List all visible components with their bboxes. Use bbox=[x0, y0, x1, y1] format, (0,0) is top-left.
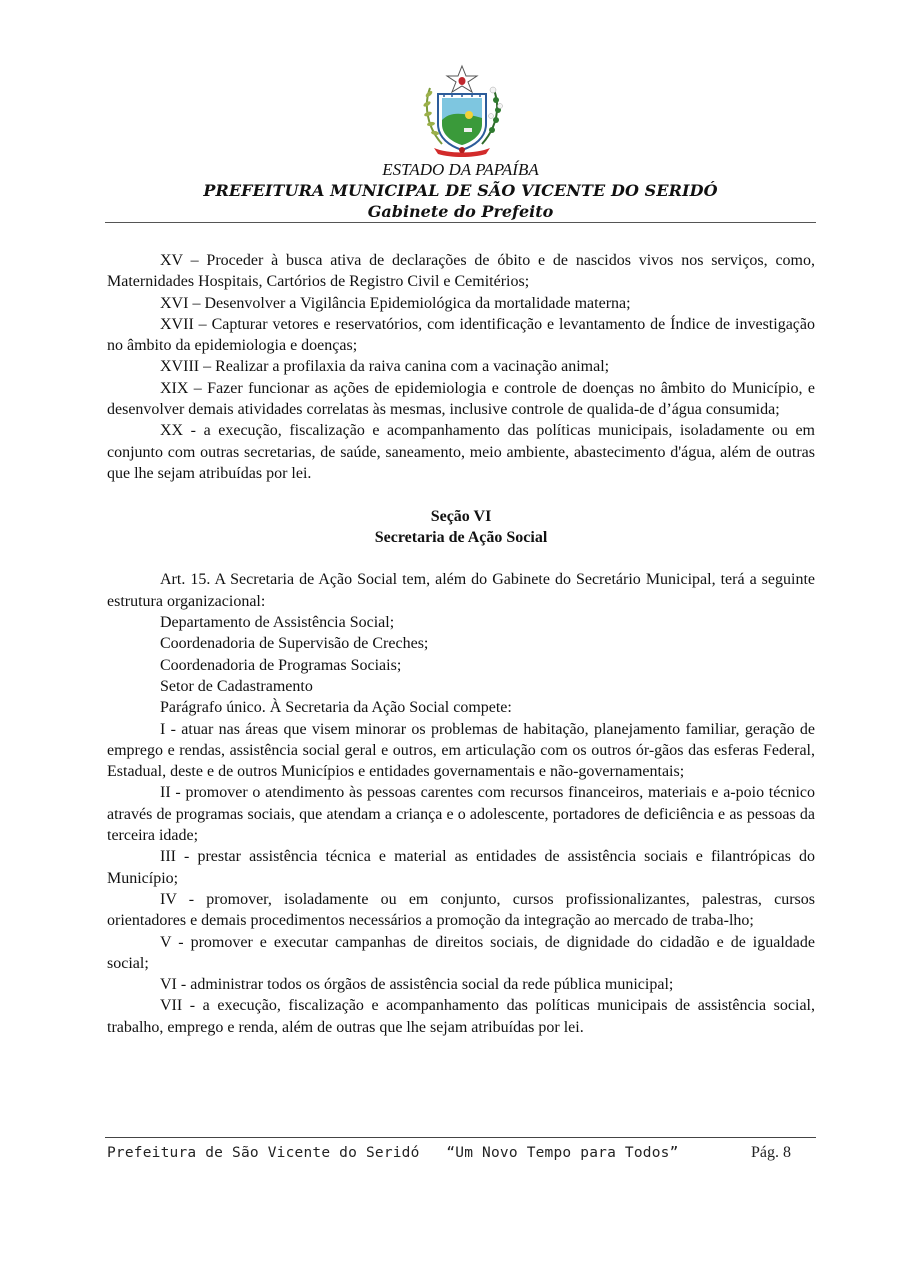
structure-item: Setor de Cadastramento bbox=[160, 677, 313, 695]
structure-item: Coordenadoria de Programas Sociais; bbox=[160, 656, 402, 674]
item-xvi: XVI – Desenvolver a Vigilância Epidemiológica da mortalidade materna; bbox=[160, 294, 631, 312]
section-number: Seção VI bbox=[430, 507, 492, 525]
item-xv: XV – Proceder à busca ativa de declarações de óbito e de nascidos vivos nos serviços, como, Maternidades Hospitais, Cartórios de Registro Civil e Cemitérios; bbox=[107, 252, 815, 291]
competency-v: V - promover e executar campanhas de direitos sociais, de dignidade do cidadão e de igualdade social; bbox=[107, 933, 815, 972]
footer-slogan: Prefeitura de São Vicente do Seridó “Um Novo Tempo para Todos” bbox=[107, 1145, 679, 1161]
header-state-name: ESTADO DA PAPAÍBA bbox=[382, 160, 539, 179]
paraiba-coat-of-arms-icon bbox=[420, 64, 504, 158]
section-title: Secretaria de Ação Social bbox=[374, 528, 548, 546]
document-body bbox=[107, 250, 815, 1038]
header-divider bbox=[105, 222, 816, 223]
item-xx: XX - a execução, fiscalização e acompanhamento das políticas municipais, isoladamente ou em conjunto com outras secretarias, de saúde, saneamento, meio ambiente, abastecimento d'água, além de outras que lhe sejam atribuídas por lei. bbox=[107, 422, 815, 482]
header-gabinete: Gabinete do Prefeito bbox=[367, 202, 554, 221]
competency-ii: II - promover o atendimento às pessoas carentes com recursos financeiros, materiais e a-poio técnico através de programas sociais, que atendam a criança e o adolescente, portadores de deficiência e as pessoas da terceira idade; bbox=[107, 784, 815, 845]
item-xvii: XVII – Capturar vetores e reservatórios, com identificação e levantamento de Índice de investigação no âmbito da epidemiologia e doenças; bbox=[107, 315, 815, 355]
footer-divider bbox=[105, 1137, 816, 1138]
article-15: Art. 15. A Secretaria de Ação Social tem, além do Gabinete do Secretário Municipal, terá a seguinte estrutura organizacional: bbox=[107, 571, 815, 610]
paragrafo-unico: Parágrafo único. À Secretaria da Ação Social compete: bbox=[160, 699, 512, 717]
item-xviii: XVIII – Realizar a profilaxia da raiva canina com a vacinação animal; bbox=[160, 358, 610, 376]
competency-iii: III - prestar assistência técnica e material as entidades de assistência sociais e filantrópicas do Município; bbox=[107, 848, 815, 887]
spacer bbox=[107, 548, 815, 569]
page-number: Pág. 8 bbox=[751, 1144, 791, 1161]
competency-vii: VII - a execução, fiscalização e acompanhamento das políticas municipais de assistência social, trabalho, emprego e renda, além de outras que lhe sejam atribuídas por lei. bbox=[107, 997, 815, 1036]
item-xix: XIX – Fazer funcionar as ações de epidemiologia e controle de doenças no âmbito do Município, e desenvolver demais atividades correlatas às mesmas, inclusive controle de qualida-de d’água consumida; bbox=[107, 379, 815, 419]
structure-item: Coordenadoria de Supervisão de Creches; bbox=[160, 635, 429, 653]
competency-i: I - atuar nas áreas que visem minorar os problemas de habitação, planejamento familiar, geração de emprego e rendas, assistência social geral e outros, em articulação com os outros ór-gãos das esferas Federal, Estadual, deste e de outros Municípios e entidades governamentais e não-governamentais; bbox=[107, 720, 815, 781]
competency-vi: VI - administrar todos os órgãos de assistência social da rede pública municipal; bbox=[160, 976, 674, 994]
spacer bbox=[107, 484, 815, 505]
header-prefeitura-name: PREFEITURA MUNICIPAL DE SÃO VICENTE DO SERIDÓ bbox=[203, 181, 718, 200]
structure-item: Departamento de Assistência Social; bbox=[160, 614, 395, 632]
competency-iv: IV - promover, isoladamente ou em conjunto, cursos profissionalizantes, palestras, cursos orientadores e demais procedimentos necessários a promoção da integração ao mercado de traba-lho; bbox=[107, 890, 815, 930]
